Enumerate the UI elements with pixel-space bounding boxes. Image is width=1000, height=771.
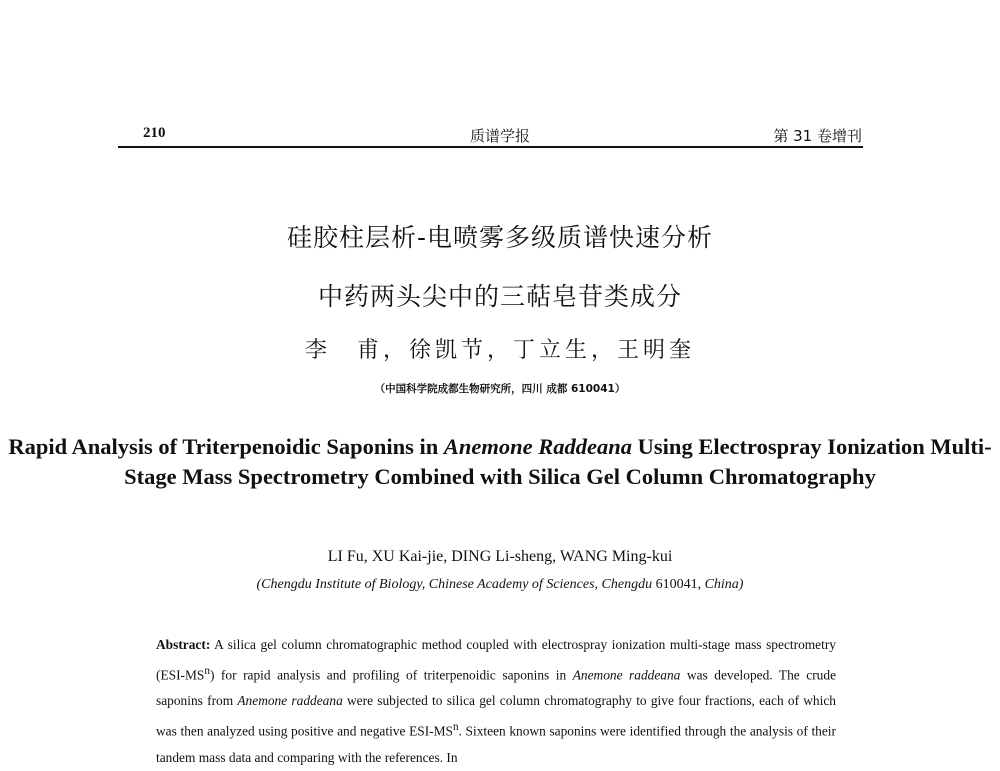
title-cn-line1: 硅胶柱层析-电喷雾多级质谱快速分析 [286,223,714,252]
title-en-species: Anemone Raddeana [443,434,633,459]
affiliation-en-postcode: 610041, [652,577,705,592]
abstract-species: Anemone raddeana [237,693,343,709]
authors-en: LI Fu, XU Kai-jie, DING Li-sheng, WANG Ming-kui [327,548,673,565]
affiliation-en [0,577,1000,593]
title-en [0,432,1000,492]
affiliation-cn: （中国科学院成都生物研究所，四川 成都 610041） [374,383,626,395]
affiliation-en-institution: (Chengdu Institute of Biology, Chinese Academy of Sciences, Chengdu [256,577,653,592]
volume-label: 第 31 卷增刊 [773,127,862,145]
abstract [156,632,836,771]
journal-name: 质谱学报 [469,127,530,145]
affiliation-en-country: China) [704,577,744,592]
abstract-text: A silica gel column chromatographic method coupled with electrospray ionization multi-stage mass spectrometry (ESI-MS [156,637,836,683]
abstract-text: was developed. The crude saponins from [156,667,837,709]
title-en-part1: Rapid Analysis of Triterpenoidic Saponins in [8,434,444,459]
abstract-text: . Sixteen known saponins were identified through the analysis of their tandem mass data and comparing with the references. In [156,723,836,765]
abstract-text: ) for rapid analysis and profiling of triterpenoidic saponins in [209,667,573,683]
abstract-superscript: n [452,721,459,734]
page-number: 210 [143,125,166,141]
authors-cn: 李 甫，徐凯节，丁立生，王明奎 [304,338,695,363]
abstract-species: Anemone raddeana [572,667,681,683]
header-rule [118,146,863,148]
abstract-text: were subjected to silica gel column chromatography to give four fractions, each of which was then analyzed using positive and negative ESI-MS [156,693,836,739]
abstract-superscript: n [204,665,210,677]
title-en-part2: Using Electrospray Ionization Multi-Stage Mass Spectrometry Combined with Silica Gel Column Chromatography [124,434,992,489]
abstract-label: Abstract: [156,637,211,652]
title-cn-line2: 中药两头尖中的三萜皂苷类成分 [317,282,682,311]
